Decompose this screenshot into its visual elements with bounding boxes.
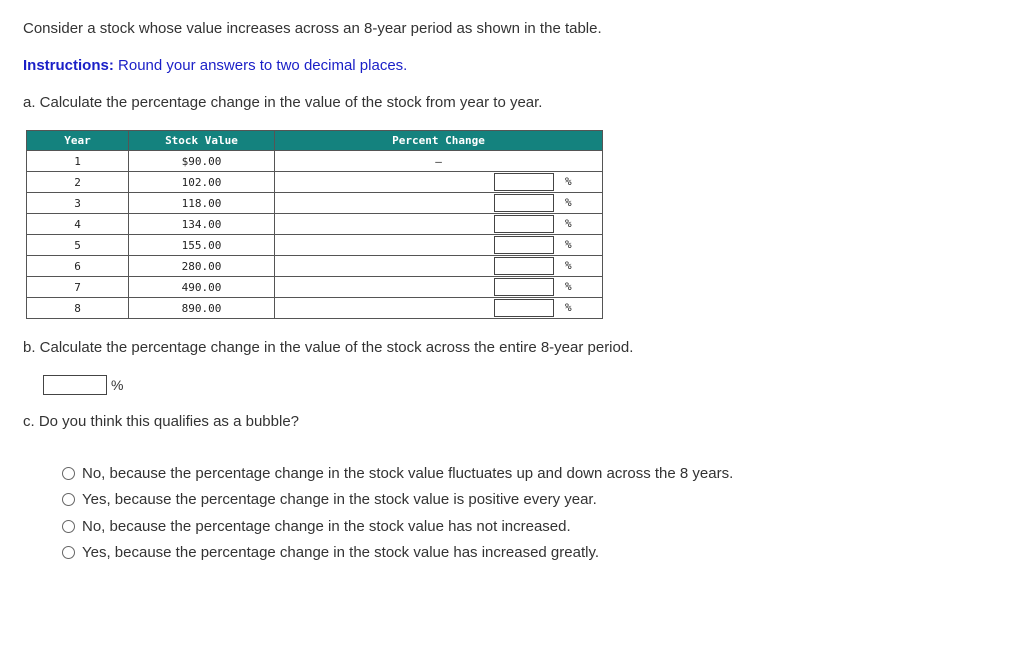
dash: – [435,154,442,168]
value-cell: 134.00 [129,214,275,235]
pct-input-year-6[interactable] [494,257,554,275]
pct-input-year-3[interactable] [494,194,554,212]
radio-button[interactable] [62,467,75,480]
year-cell: 1 [27,151,129,172]
percent-sign: % [565,238,572,251]
year-cell: 4 [27,214,129,235]
instructions-text: Round your answers to two decimal places. [118,57,408,74]
table-header-row [27,131,603,151]
part-a-question: a. Calculate the percentage change in the value of the stock from year to year. [23,94,543,111]
option-1[interactable] [62,465,733,482]
radio-button[interactable] [62,546,75,559]
percent-sign: % [565,175,572,188]
year-cell: 3 [27,193,129,214]
year-cell: 6 [27,256,129,277]
value-cell: 890.00 [129,298,275,319]
pct-cell [275,235,603,256]
percent-sign: % [565,196,572,209]
table-row [27,193,603,214]
instructions [23,57,407,74]
value-cell: 118.00 [129,193,275,214]
pct-cell [275,298,603,319]
header-year: Year [27,131,129,151]
pct-cell [275,172,603,193]
value-cell: 490.00 [129,277,275,298]
year-cell: 8 [27,298,129,319]
pct-input-year-7[interactable] [494,278,554,296]
radio-button[interactable] [62,493,75,506]
pct-cell [275,277,603,298]
percent-sign: % [565,259,572,272]
percent-sign: % [565,217,572,230]
radio-button[interactable] [62,520,75,533]
pct-input-year-8[interactable] [494,299,554,317]
value-cell: 102.00 [129,172,275,193]
pct-cell [275,151,603,172]
total-percent-sign: % [111,377,124,393]
pct-cell [275,214,603,235]
value-cell: $90.00 [129,151,275,172]
percent-sign: % [565,280,572,293]
value-cell: 155.00 [129,235,275,256]
header-percent-change: Percent Change [275,131,603,151]
table-row [27,235,603,256]
header-stock-value: Stock Value [129,131,275,151]
table-row [27,298,603,319]
table-row [27,172,603,193]
pct-input-year-4[interactable] [494,215,554,233]
pct-input-year-5[interactable] [494,236,554,254]
option-3[interactable] [62,518,571,535]
value-cell: 280.00 [129,256,275,277]
year-cell: 2 [27,172,129,193]
pct-input-year-2[interactable] [494,173,554,191]
intro-text: Consider a stock whose value increases across an 8-year period as shown in the table. [23,20,602,37]
table-row [27,256,603,277]
part-c-question: c. Do you think this qualifies as a bubble? [23,413,299,430]
table-row [27,151,603,172]
table-row [27,277,603,298]
pct-cell [275,256,603,277]
year-cell: 7 [27,277,129,298]
option-label: Yes, because the percentage change in the stock value is positive every year. [82,491,597,508]
table-row [27,214,603,235]
percent-sign: % [565,301,572,314]
instructions-label: Instructions: [23,57,114,74]
option-4[interactable] [62,544,599,561]
part-b-question: b. Calculate the percentage change in the value of the stock across the entire 8-year period. [23,339,634,356]
option-label: No, because the percentage change in the stock value fluctuates up and down across the 8 years. [82,465,734,482]
option-label: Yes, because the percentage change in the stock value has increased greatly. [82,544,600,561]
option-label: No, because the percentage change in the stock value has not increased. [82,518,571,535]
year-cell: 5 [27,235,129,256]
option-2[interactable] [62,491,597,508]
stock-table [26,130,603,319]
pct-cell [275,193,603,214]
total-pct-input[interactable] [43,375,107,395]
